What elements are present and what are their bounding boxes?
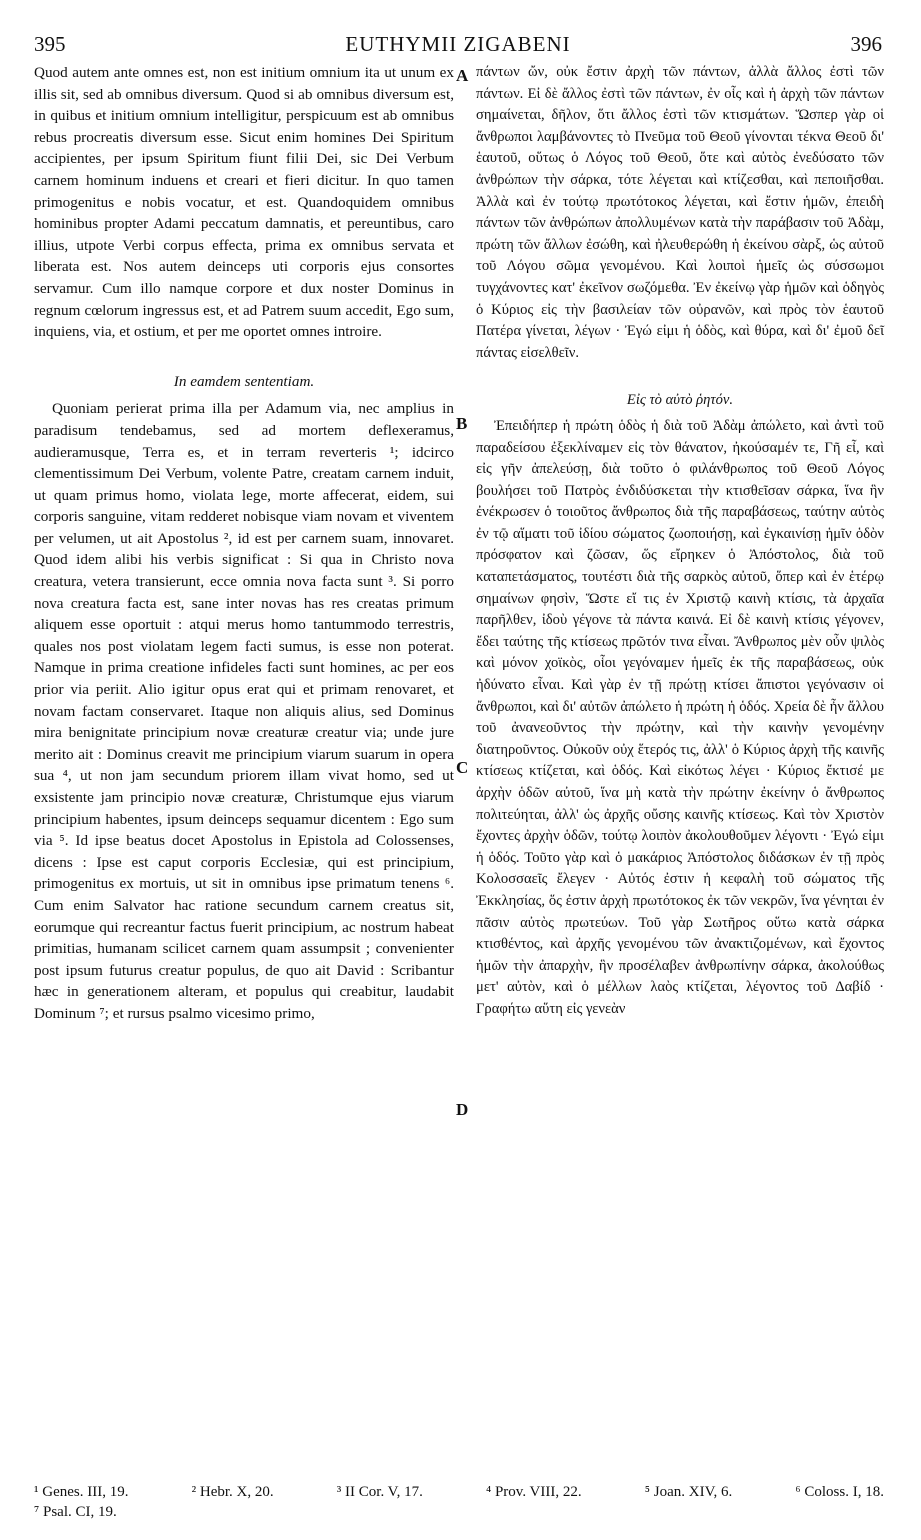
- greek-paragraph-1: πάντων ὤν, οὐκ ἔστιν ἀρχὴ τῶν πάντων, ἀλλὰ ἄλλος ἐστὶ τῶν πάντων. Εἰ δὲ ἄλλος ἐστὶ τῶν πάντων, ἐν οἷς καὶ ἡ ἀρχὴ τῶν πάντων σημαίνεται, δῆλον, ὅτι ἄλλος ἐστὶ τῶν κτισμάτων. Ὥσπερ γὰρ οἱ ἄνθρωποι λαμβάνοντες τὸ Πνεῦμα τοῦ Θεοῦ γίνονται τέκνα Θεοῦ δι' ἑαυτοῦ, οὕτως ὁ Λόγος τοῦ Θεοῦ, ὅτε καὶ αὐτὸς ἐνεδύσατο τῶν ἀνθρώπων τὴν σάρκα, τότε λέγεται καὶ κτίζεσθαι, καὶ πεποιῆσθαι. Ἀλλὰ καὶ ἐν τούτῳ πρωτότοκος λέγεται, καὶ ἔστιν ἡμῶν, ἐπειδὴ πάντων τῶν ἀνθρώπων ἀπολλυμένων κατὰ τὴν παράβασιν τοῦ Ἀδὰμ, πρώτη τῶν ἄλλων ἐσώθη, καὶ ἠλευθερώθη ἡ ἐκείνου σὰρξ, ὡς αὐτοῦ τοῦ Λόγου σῶμα γενομένου. Καὶ λοιποὶ ἡμεῖς ὡς σύσσωμοι τυγχάνοντες κατ' ἐκεῖνον σωζόμεθα. Ἐν ἐκείνῳ γὰρ ἡμῶν καὶ ὁδηγὸς ὁ Κύριος εἰς τὴν βασιλείαν τῶν οὐρανῶν, καὶ πρὸς τὸν ἑαυτοῦ Πατέρα γίνεται, λέγων · Ἐγώ εἰμι ἡ ὁδὸς, καὶ θύρα, καὶ δι' ἐμοῦ δεῖ πάντας εἰσελθεῖν.: [476, 64, 884, 361]
- footnote-6: ⁶ Coloss. I, 18.: [795, 1484, 884, 1500]
- page-header: [34, 32, 882, 60]
- footnotes: [34, 1482, 884, 1522]
- footnote-4: ⁴ Prov. VIII, 22.: [485, 1484, 582, 1500]
- footnote-2: ² Hebr. X, 20.: [191, 1484, 274, 1500]
- latin-paragraph-2: Quoniam perierat prima illa per Adamum via, nec amplius in paradisum tendebamus, sed ad mortem deflexeramus, audieramusque, Terra es, et in terram reverteris ¹; idcirco clementissimum Dei Verbum, volente Patre, creatam carnem induit, ut quam primus homo, violata lege, morte affecerat, eidem, sui corporis sanguine, vitam redderet nobisque viam novam et viventem per velumen, ut ait Apostolus ², id est per carnem suam, innovaret. Quod idem alibi his verbis significat : Si qua in Christo nova creatura, vetera transierunt, ecce omnia nova facta sunt ³. Si porro nova creatura facta est, sane inter novas has res creatas primum aliquem esse oportuit : atqui merus homo tantummodo terrestris, quales nos post violatam legem facti sumus, is esse non poterat. Namque in prima creatione infideles facti sunt homines, ac per eos prior via periit. Alio igitur opus erat qui et primam renovaret, et novam factam conservaret. Itaque non aliquis alius, sed Dominus mira benignitate principium novæ creaturæ creatur via; unde jure merito ait : Dominus creavit me principium viarum suarum in opera sua ⁴, ut non jam secundum priorem illam vivat homo, sed ut exsistente jam principio novæ creaturæ, Christumque ejus viarum principium habentes, ipsum deinceps sequamur dicentem : Ego sum via ⁵. Id ipse beatus docet Apostolus in Epistola ad Colossenses, dicens : Ipse est caput corporis Ecclesiæ, qui est principium, primogenitus ex mortuis, ut sit in omnibus ipse primatum tenens ⁶. Cum enim Salvator hac ratione secundum carnem creatus sit, eorumque qui recreantur factus fuerit principium, ac nostrum habeat primitias, humanam scilicet carnem quam assumpsit ; convenienter post ipsum futurus creatur populus, de quo ait David : Scribantur hæc in generationem alteram, et populus qui creabitur, laudabit Dominum ⁷; et rursus psalmo vicesimo primo,: [34, 400, 454, 1022]
- page-title: EUTHYMII ZIGABENI: [345, 32, 571, 56]
- section-marker-a: A: [456, 66, 469, 85]
- page-number-left: 395: [34, 32, 66, 56]
- section-marker-b: B: [456, 414, 468, 433]
- greek-paragraph-2: Ἐπειδήπερ ἡ πρώτη ὁδὸς ἡ διὰ τοῦ Ἀδὰμ ἀπώλετο, καὶ ἀντὶ τοῦ παραδείσου ἐξεκλίναμεν εἰς τὸν θάνατον, ἠκούσαμέν τε, Γῆ εἶ, καὶ εἰς γῆν ἀπελεύσῃ, διὰ τοῦτο ὁ φιλάνθρωπος τοῦ Θεοῦ Λόγος βουλήσει τοῦ Πατρὸς ἐνδιδύσκεται τὴν κτισθεῖσαν σάρκα, ἵνα ἣν ἐνέκρωσεν ὁ τοιοῦτος ἄνθρωπος διὰ τῆς παραβάσεως, ταύτην αὐτὸς ἐν τῷ αἵματι τοῦ ἰδίου σώματος ζωοποιήσῃ, καὶ ἐγκαινίσῃ ἡμῖν ὁδὸν πρόσφατον καὶ ζῶσαν, ὥς εἴρηκεν ὁ Ἀπόστολος, διὰ τοῦ καταπετάσματος, τουτέστι διὰ τῆς σαρκὸς αὐτοῦ, ὅπερ καὶ ἐν ἑτέρῳ σημαίνων φησὶν, Ὥστε εἴ τις ἐν Χριστῷ καινὴ κτίσις, τὰ ἀρχαῖα παρῆλθεν, ἰδοὺ γέγονε τὰ πάντα καινά. Εἰ δὲ καινὴ κτίσις γέγονεν, ἔδει ταύτης τῆς κτίσεως πρῶτόν τινα εἶναι. Ἄνθρωπος μὲν οὖν ψιλὸς καὶ μόνον χοϊκὸς, οἷοι γεγόναμεν ἡμεῖς ἐκ τῆς παραβάσεως, οὐκ ἠδύνατο εἶναι. Καὶ γὰρ ἐν τῇ πρώτῃ κτίσει ἄπιστοι γεγόνασιν οἱ ἄνθρωποι, καὶ δι' αὐτῶν ἀπώλετο ἡ πρώτη ἡ ὁδός. Χρεία δὲ ἦν ἄλλου τοῦ ἀνανεοῦντος τὴν πρώτην, καὶ τὴν καινὴν γενομένην διατηροῦντος. Οὐκοῦν οὐχ ἕτερός τις, ἀλλ' ὁ Κύριος ἀρχὴ τῆς καινῆς κτίσεως κτίζεται, καὶ ὁδός. Καὶ εἰκότως λέγει · Κύριος ἔκτισέ με ἀρχὴν ὁδῶν αὐτοῦ, ἵνα μὴ κατὰ τὴν πρώτην ἐκείνην ὁ ἄνθρωπος πολιτεύηται, ἀλλ' ὡς ἀρχῆς οὔσης καινῆς κτίσεως. Καὶ τὸν Χριστὸν ἔχοντες ἀρχὴν ὁδῶν, τούτῳ λοιπὸν ἀκολουθοῦμεν λέγοντι · Ἐγώ εἰμι ἡ ὁδός. Τοῦτο γὰρ καὶ ὁ μακάριος Ἀπόστολος διδάσκων ἐν τῇ πρὸς Κολοσσαεῖς ἔλεγεν · Αὐτός ἐστιν ἡ κεφαλὴ τοῦ σώματος τῆς Ἐκκλησίας, ὅς ἐστιν ἀρχὴ πρωτότοκος ἐκ τῶν νεκρῶν, ἵνα γένηται ἐν πᾶσιν αὐτὸς πρωτεύων. Τοῦ γὰρ Σωτῆρος οὕτω κατὰ σάρκα κτισθέντος, καὶ ἀρχῆς γενομένου τῶν ἀνακτιζομένων, καὶ ἔχοντος ἡμῶν τὴν ἀπαρχὴν, ἣν προσέλαβεν ἀνθρωπίνην σάρκα, ἀκολούθως μετ' αὐτὸν, καὶ ὁ μέλλων λαὸς κτίζεται, λέγοντος τοῦ Δαβίδ · Γραφήτω αὕτη εἰς γενεὰν: [476, 417, 884, 1017]
- footnote-5: ⁵ Joan. XIV, 6.: [644, 1484, 733, 1500]
- section-marker-c: C: [456, 758, 469, 777]
- footnote-7: ⁷ Psal. CI, 19.: [34, 1504, 117, 1520]
- section-marker-d: D: [456, 1100, 469, 1119]
- latin-paragraph-1: Quod autem ante omnes est, non est initium omnium ita ut unum ex illis sit, sed ab omnibus diversum. Quod si ab omnibus diversum est, in quibus et initium omnium intelligitur, perspicuum est ab omnibus rebus procreatis diversum esse. Sicut enim homines Dei Spiritum accipientes, per ipsum Spiritum fiunt filii Dei, sic Dei Verbum carnem hominum induens et creari et fieri dicitur. In quo tamen primogenitus e nobis vocatur, et est. Quandoquidem omnibus hominibus propter Adami peccatum damnatis, et pereuntibus, caro illius, utpote Verbi corpus effecta, prima ex omnibus servata et liberata est. Nos autem deinceps uti corporis ejus consortes servamur. Cum illo namque corpore et dux noster Dominus in regnum cœlorum ingressus est, et ad Patrem suum accedit, Ego sum, inquiens, via, et ostium, et per me oportet omnes introire.: [34, 64, 454, 341]
- latin-column: [34, 62, 454, 1025]
- page-number-right: 396: [850, 32, 882, 56]
- footnote-3: ³ II Cor. V, 17.: [336, 1484, 423, 1500]
- greek-column: [476, 62, 884, 1021]
- latin-section-heading: In eamdem sententiam.: [173, 372, 315, 390]
- footnote-1: ¹ Genes. III, 19.: [34, 1484, 129, 1500]
- greek-section-heading: Εἰς τὸ αὐτὸ ῥητόν.: [626, 392, 734, 409]
